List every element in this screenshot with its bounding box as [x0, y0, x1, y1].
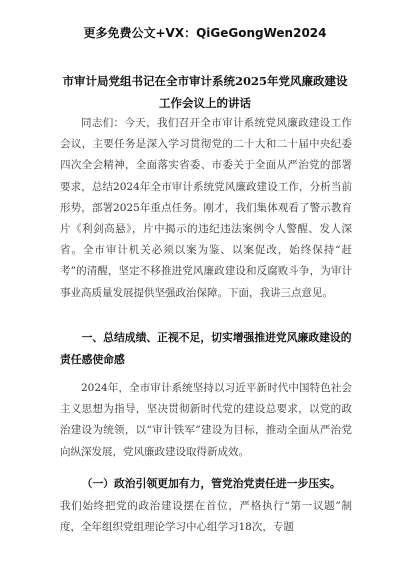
subsection-1-heading: （一）政治引领更加有力，管党治党责任进一步压实。	[81, 477, 341, 490]
section-1-body	[60, 378, 352, 463]
opening-paragraph: 同志们：今天，我们召开全市审计系统党风廉政建设工作会议，主要任务是深入学习贯彻党的二十大和二十届中央纪委四次全会精神，全面落实省委、市委关于全面从严治党的部署要求，总结2024年全市审计系统党风廉政建设工作，分析当前形势，部署2025年重点任务。刚才，我们集体观看了警示教育片《利剑高悬》，片中揭示的违纪违法案例令人警醒、发人深省。全市审计机关必须以案为鉴、以案促改，始终保持“赶考”的清醒，坚定不移推进党风廉政建设和反腐败斗争，为审计事业高质量发展提供坚强政治保障。下面，我讲三点意见。	[60, 117, 352, 299]
subsection-1-paragraph: 我们始终把党的政治建设摆在首位，严格执行“第一议题”制度，全年组织党组理论学习中心组学习18次，专题	[60, 500, 352, 534]
section-1-paragraph: 2024年，全市审计系统坚持以习近平新时代中国特色社会主义思想为指导，坚决贯彻新时代党的建设总要求，以党的政治建设为统领，以“审计铁军”建设为目标，推动全面从严治党向纵深发展，党风廉政建设取得新成效。	[60, 382, 352, 458]
watermark-header: 更多免费公文+VX：QiGeGongWen2024	[83, 26, 327, 40]
subsection-1-body	[60, 496, 352, 538]
opening-paragraph-block	[60, 113, 352, 304]
document-title: 市审计局党组书记在全市审计系统2025年党风廉政建设工作会议上的讲话	[62, 74, 348, 110]
section-1-heading: 一、总结成绩、正视不足，切实增强推进党风廉政建设的责任感使命感	[60, 331, 352, 366]
